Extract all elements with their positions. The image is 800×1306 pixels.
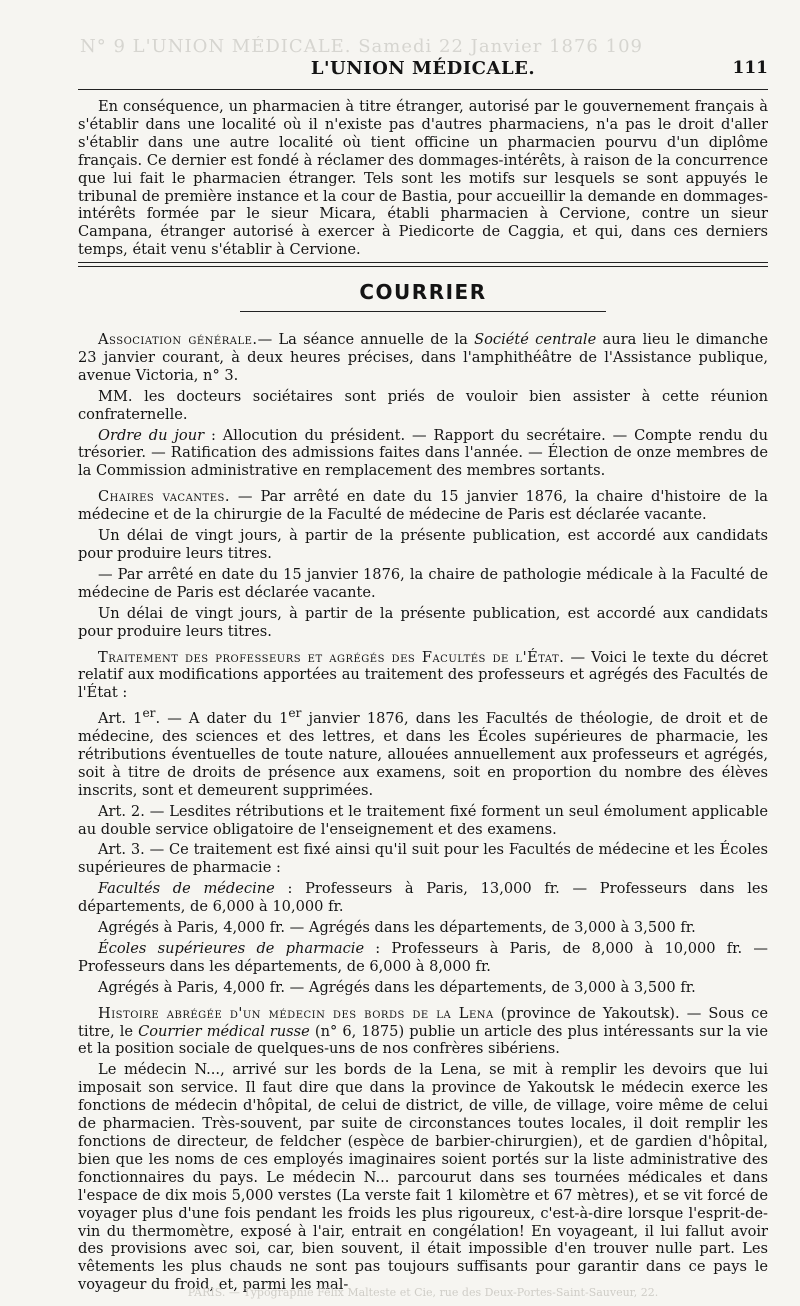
section-title: COURRIER: [359, 280, 487, 304]
chaires-delai-2: Un délai de vingt jours, à partir de la présente publication, est accordé aux candidats pour produire leurs titres.: [78, 604, 768, 640]
facultes-medecine-text: : Professeurs à Paris, 13,000 fr. — Professeurs dans les départements, de 6,000 à 10,000 fr.: [78, 880, 769, 916]
intro-paragraph: En conséquence, un pharmacien à titre étranger, autorisé par le gouvernement français à s'établir dans une localité où il n'existe pas d'autres pharmaciens, n'a pas le droit d'aller s'établir dans une autre localité où tient officine un pharmacien pourvu d'un diplôme français. Ce dernier est fondé à réclamer des dommages-intérêts, à raison de la concurrence que lui fait le pharmacien étranger. Tels sont les motifs sur lesquels se sont appuyés le tribunal de première instance et la cour de Bastia, pour accueillir la demande en dommages-intérêts formée par le sieur Micara, établi pharmacien à Cervione, contre un sieur Campana, étranger autorisé à exercer à Piedicorte de Caggia, et qui, dans ces derniers temps, était venu s'établir à Cervione.: [78, 98, 768, 259]
histoire-heading: Histoire abrégée d'un médecin des bords de la Lena: [98, 1004, 494, 1022]
facultes-medecine: [78, 880, 768, 916]
article-3: Art. 3. — Ce traitement est fixé ainsi qu'il suit pour les Facultés de médecine et les Écoles supérieures de pharmacie :: [78, 841, 768, 877]
histoire-text-b: (n° 6, 1875) publie un article des plus intéressants sur la vie et la position sociale de quelques-uns de nos confrères sibériens.: [78, 1022, 768, 1058]
chaires-arrete-2: — Par arrêté en date du 15 janvier 1876, la chaire de pathologie médicale à la Faculté de médecine de Paris est déclarée vacante.: [78, 565, 768, 601]
bleed-through-footer: PARIS. — Typographie Félix Malteste et Cie, rue des Deux-Portes-Saint-Sauveur, 22.: [187, 1286, 659, 1299]
association-text-b: aura lieu le dimanche 23 janvier courant, à deux heures précises, dans l'amphithéâtre de l'Assistance publique, avenue Victoria, n° 3.: [78, 331, 768, 384]
histoire-text-a: (province de Yakoutsk). — Sous ce titre, le: [78, 1004, 768, 1040]
ecoles-agreges: Agrégés à Paris, 4,000 fr. — Agrégés dans les départements, de 3,000 à 3,500 fr.: [98, 978, 696, 996]
article-2: Art. 2. — Lesdites rétributions et le traitement fixé forment un seul émolument applicable au double service obligatoire de l'enseignement et des examens.: [78, 802, 768, 838]
association-invitation: MM. les docteurs sociétaires sont priés de vouloir bien assister à cette réunion confraternelle.: [78, 387, 768, 423]
ecoles-pharmacie-label: Écoles supérieures de pharmacie: [98, 939, 365, 957]
association-paragraph: [78, 331, 768, 385]
traitement-paragraph: [78, 649, 768, 703]
title-underline: [240, 311, 606, 312]
section-divider: [78, 262, 768, 267]
article-1-text: . — A dater du 1: [155, 710, 289, 728]
ordre-du-jour-text: : Allocution du président. — Rapport du secrétaire. — Compte rendu du trésorier. — Ratification des admissions faites dans l'année. — Élection de onze membres de la Commission administrative en remplacement des membres sortants.: [78, 426, 768, 480]
header-rule: [78, 89, 768, 90]
histoire-paragraph: [78, 1005, 768, 1059]
intro-text: [78, 98, 768, 259]
facultes-agreges: Agrégés à Paris, 4,000 fr. — Agrégés dans les départements, de 3,000 à 3,500 fr.: [98, 919, 696, 937]
traitement-heading: Traitement des professeurs et agrégés des Facultés de l'État.: [98, 648, 565, 666]
page-number: 111: [732, 58, 768, 78]
association-text-a: — La séance annuelle de la: [257, 331, 475, 348]
ecoles-pharmacie-text: : Professeurs à Paris, de 8,000 à 10,000 fr. — Professeurs dans les départements, de 6,000 à 8,000 fr.: [78, 939, 768, 975]
courrier-medical-russe: Courrier médical russe: [138, 1022, 310, 1040]
bleed-through-header: N° 9 L'UNION MÉDICALE. Samedi 22 Janvier 1876 109: [80, 36, 643, 57]
ecoles-pharmacie: [78, 940, 768, 976]
chaires-heading: Chaires vacantes.: [98, 488, 231, 506]
association-heading: Association générale.: [98, 331, 258, 348]
chaires-paragraph: [78, 488, 768, 524]
traitement-text: — Voici le texte du décret relatif aux modifications apportées au traitement des professeurs et agrégés des Facultés de l'État :: [78, 648, 769, 702]
chaires-delai-1: Un délai de vingt jours, à partir de la présente publication, est accordé aux candidats pour produire leurs titres.: [78, 527, 768, 562]
societe-centrale: Société centrale: [474, 331, 597, 348]
ordre-du-jour-label: Ordre du jour: [98, 426, 205, 444]
histoire-body: Le médecin N..., arrivé sur les bords de la Lena, se mit à remplir les devoirs que lui imposait son service. Il faut dire que dans la province de Yakoutsk le médecin exerce les fonctions de médecin d'hôpital, de celui de district, de ville, de village, voire même de celui de pharmacien. Très-souvent, par suite de circonstances toutes locales, il doit remplir les fonctions de directeur, de feldcher (espèce de barbier-chirurgien), et de gardien d'hôpital, bien que les noms de ces employés imaginaires soient portés sur la liste administrative des fonctionnaires du pays. Le médecin N... parcourut dans ses tournées médicales et dans l'espace de dix mois 5,000 verstes (La verste fait 1 kilomètre et 67 mètres), et se vit forcé de voyager plus d'une fois pendant les froids les plus rigoureux, c'est-à-dire lorsque l'esprit-de-vin du thermomètre, exposé à l'air, entrait en congélation! En voyageant, il lui fallut avoir des provisions avec soi, car, bien souvent, il était impossible d'en trouver nulle part. Les vêtements les plus chauds ne sont pas toujours suffisants pour garantir dans ce pays le voyageur du froid, et, parmi les mal-: [78, 1061, 768, 1294]
journal-title: L'UNION MÉDICALE.: [310, 58, 536, 79]
chaires-text: — Par arrêté en date du 15 janvier 1876, la chaire d'histoire de la médecine et de la chirurgie de la Faculté de médecine de Paris est déclarée vacante.: [78, 488, 768, 524]
article-1-rest: janvier 1876, dans les Facultés de théologie, de droit et de médecine, des sciences et des lettres, et dans les Écoles supérieures de pharmacie, les rétributions éventuelles de toute nature, allouées annuellement aux professeurs et agrégés, soit à titre de droits de présence aux examens, soit en proportion du nombre des élèves inscrits, sont et demeurent supprimées.: [78, 710, 769, 799]
courrier-body: [78, 331, 768, 1294]
facultes-medecine-label: Facultés de médecine: [98, 880, 275, 898]
ordre-du-jour: [78, 427, 768, 481]
article-1-sup-2: er: [288, 706, 302, 721]
article-1-sup: er: [142, 706, 156, 721]
article-1-label: Art. 1: [98, 710, 143, 728]
running-header: [78, 58, 768, 84]
article-1: [78, 705, 768, 799]
